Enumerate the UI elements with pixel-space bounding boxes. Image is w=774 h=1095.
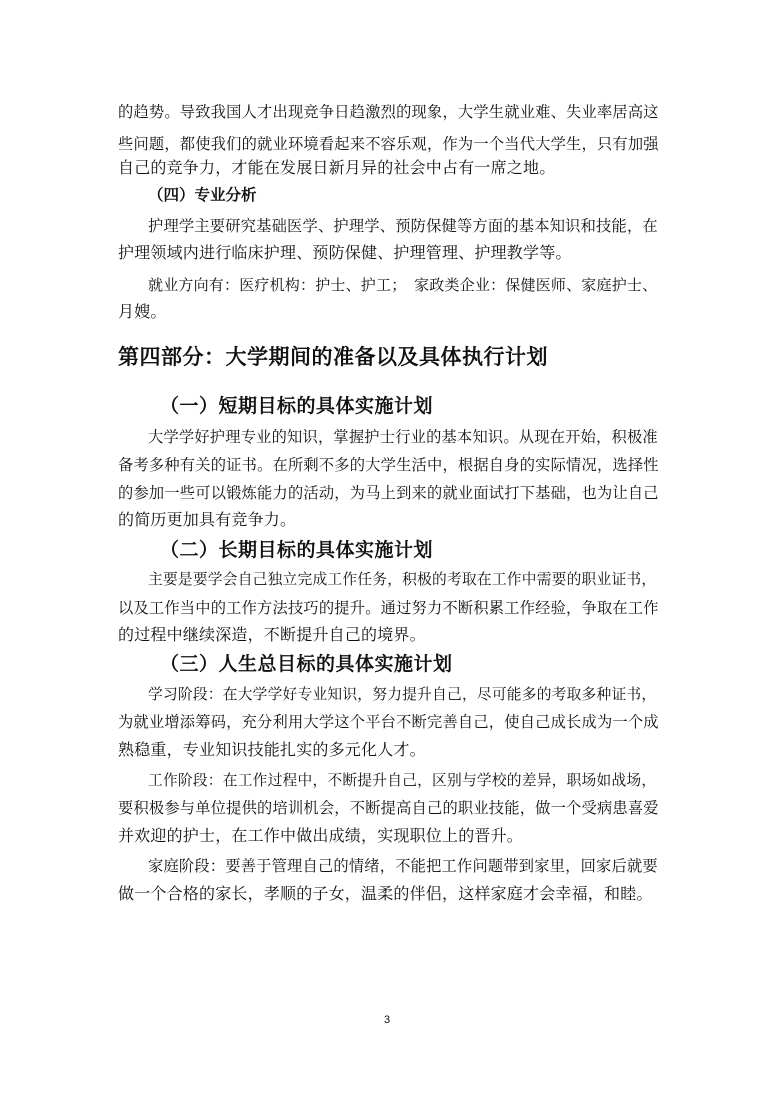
heading-short-term-plan: （一）短期目标的具体实施计划 (160, 395, 434, 417)
heading-long-term-plan: （二）长期目标的具体实施计划 (160, 539, 434, 561)
paragraph-line: 的参加一些可以锻炼能力的活动，为马上到来的就业面试打下基础，也为让自己 (118, 484, 659, 502)
heading-life-goal-plan: （三）人生总目标的具体实施计划 (160, 653, 453, 675)
paragraph-line: 做一个合格的家长，孝顺的子女，温柔的伴侣，这样家庭才会幸福，和睦。 (118, 884, 653, 903)
paragraph-line: 护理领域内进行临床护理、预防保健、护理管理、护理教学等。 (118, 243, 572, 262)
intro-line: 的趋势。导致我国人才出现竞争日趋激烈的现象，大学生就业难、失业率居高这 (118, 103, 659, 121)
paragraph-line: 备考多种有关的证书。在所剩不多的大学生活中，根据自身的实际情况，选择性 (118, 456, 659, 474)
paragraph-line: 月嫂。 (118, 302, 167, 321)
paragraph-line: 主要是要学会自己独立完成工作任务，积极的考取在工作中需要的职业证书， (148, 571, 657, 588)
paragraph-line: 的简历更加具有竞争力。 (118, 510, 297, 529)
intro-line: 些问题，都使我们的就业环境看起来不容乐观，作为一个当代大学生，只有加强 (118, 135, 659, 153)
paragraph-line: 的过程中继续深造，不断提升自己的境界。 (118, 625, 426, 644)
section-heading-major-analysis: （四）专业分析 (148, 186, 257, 204)
paragraph-line: 大学学好护理专业的知识，掌握护士行业的基本知识。从现在开始，积极准 (148, 428, 658, 446)
paragraph-line: 为就业增添筹码，充分利用大学这个平台不断完善自己，使自己成长成为一个成 (118, 713, 659, 731)
paragraph-line: 以及工作当中的工作方法技巧的提升。通过努力不断积累工作经验，争取在工作 (118, 599, 659, 617)
paragraph-line: 护理学主要研究基础医学、护理学、预防保健等方面的基本知识和技能，在 (148, 217, 658, 235)
paragraph-line: 学习阶段：在大学学好专业知识，努力提升自己，尽可能多的考取多种证书， (148, 686, 657, 703)
paragraph-line: 熟稳重，专业知识技能扎实的多元化人才。 (118, 740, 426, 759)
paragraph-line: 工作阶段：在工作过程中，不断提升自己，区别与学校的差异，职场如战场， (148, 772, 657, 789)
paragraph-line: 并欢迎的护士，在工作中做出成绩，实现职位上的晋升。 (118, 826, 524, 845)
paragraph-line: 就业方向有：医疗机构：护士、护工； 家政类企业：保健医师、家庭护士、 (148, 276, 658, 294)
page-number: 3 (383, 1014, 391, 1026)
part-title: 第四部分：大学期间的准备以及具体执行计划 (118, 345, 548, 369)
intro-line: 自己的竞争力，才能在发展日新月异的社会中占有一席之地。 (118, 158, 556, 177)
paragraph-line: 家庭阶段：要善于管理自己的情绪，不能把工作问题带到家里，回家后就要 (148, 857, 658, 875)
paragraph-line: 要积极参与单位提供的培训机会，不断提高自己的职业技能，做一个受病患喜爱 (118, 799, 659, 817)
